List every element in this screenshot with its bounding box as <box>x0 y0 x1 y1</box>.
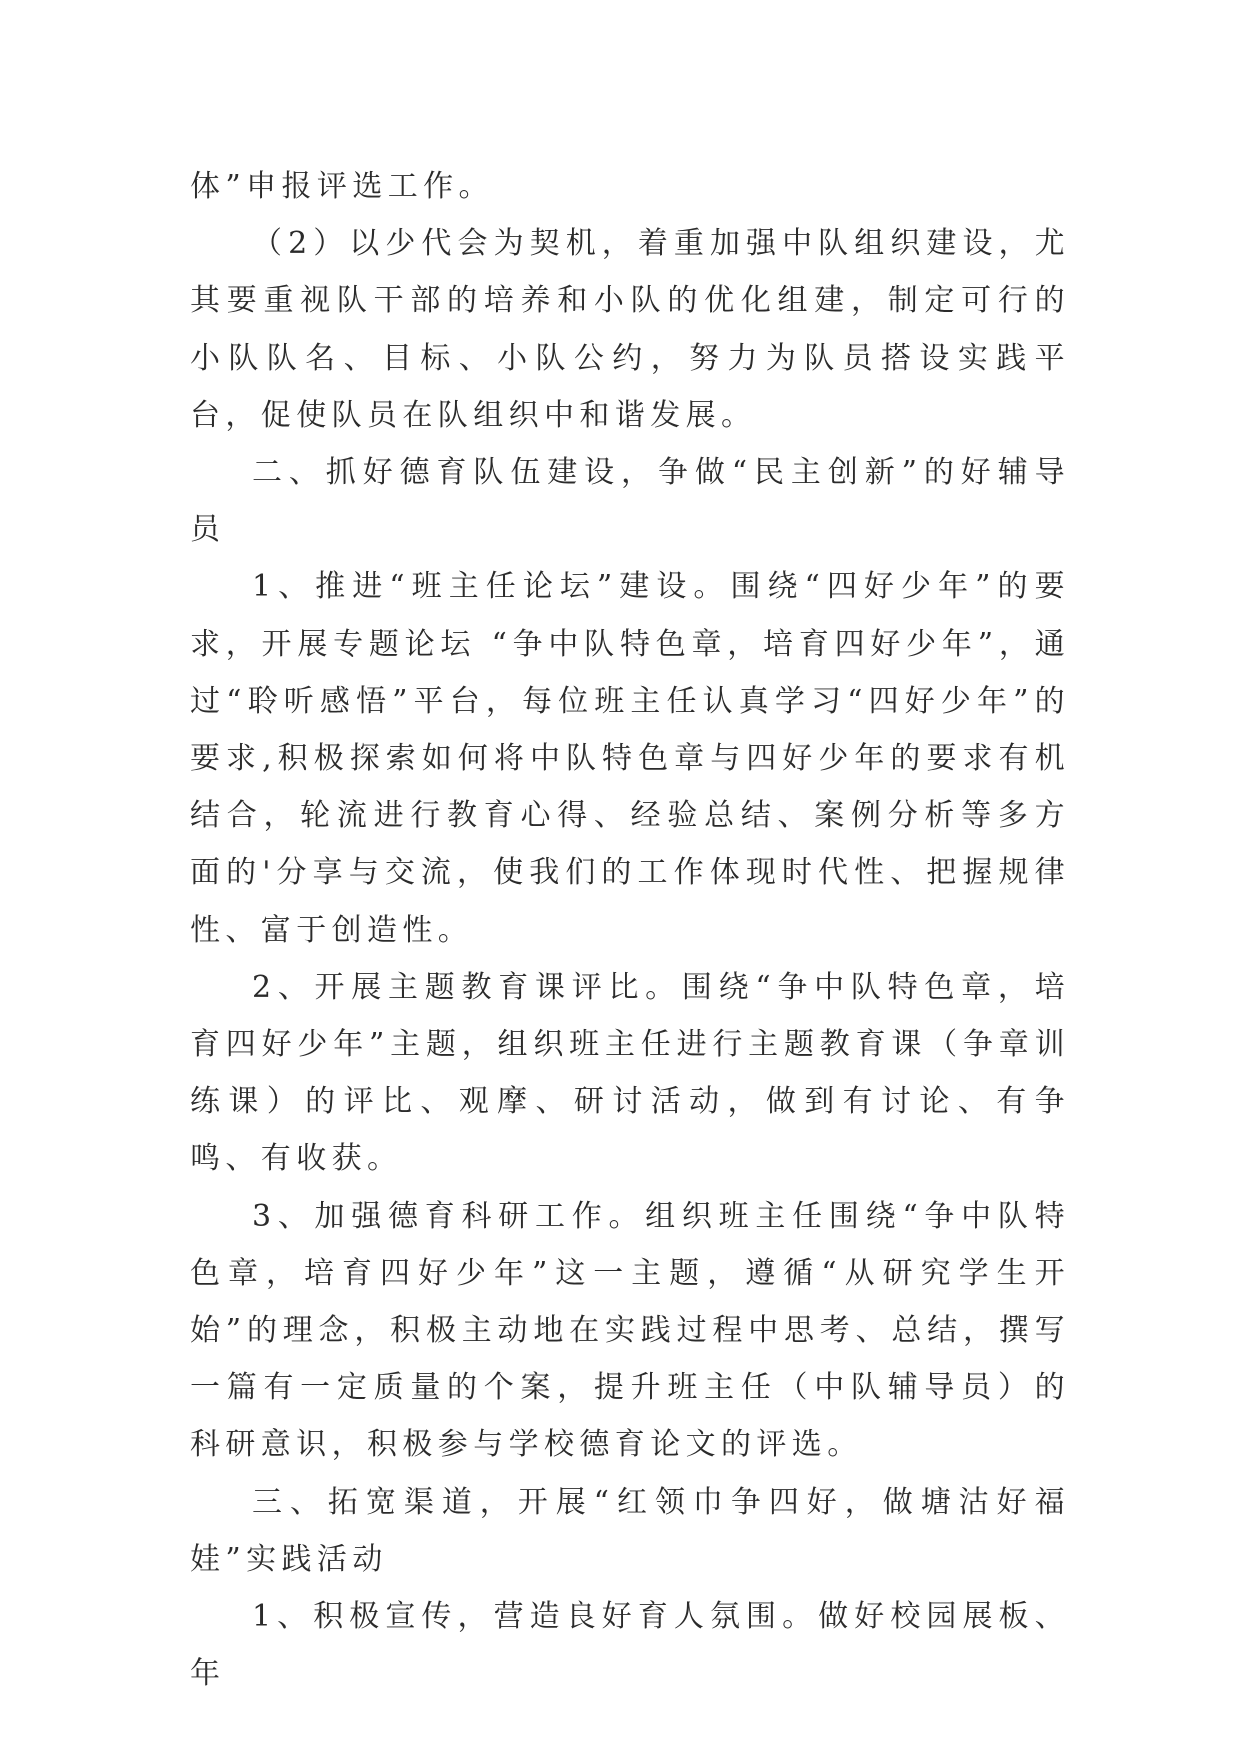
paragraph-zhutijiaoyu: 2、开展主题教育课评比。围绕“争中队特色章，培育四好少年”主题，组织班主任进行主题教育课（争章训练课）的评比、观摩、研讨活动，做到有讨论、有争鸣、有收获。 <box>190 969 1070 1177</box>
section-heading-3: 三、拓宽渠道，开展“红领巾争四好，做塘沽好福娃”实践活动 <box>190 1484 1070 1577</box>
paragraph-xuanchuan: 1、积极宣传，营造良好育人氛围。做好校园展板、年 <box>190 1599 1070 1692</box>
paragraph-luntan: 1、推进“班主任论坛”建设。围绕“四好少年”的要求，开展专题论坛 “争中队特色章，培育四好少年”，通过“聆听感悟”平台，每位班主任认真学习“四好少年”的要求,积极探索如何将中队特色章与四好少年的要求有机结合，轮流进行教育心得、经验总结、案例分析等多方面的'分享与交流，使我们的工作体现时代性、把握规律性、富于创造性。 <box>190 569 1070 948</box>
paragraph-continuation: 体”申报评选工作。 <box>190 169 494 204</box>
document-body <box>190 158 1070 1702</box>
paragraph-keyan: 3、加强德育科研工作。组织班主任围绕“争中队特色章，培育四好少年”这一主题，遵循“从研究学生开始”的理念，积极主动地在实践过程中思考、总结，撰写一篇有一定质量的个案，提升班主任（中队辅导员）的科研意识，积极参与学校德育论文的评选。 <box>190 1198 1070 1463</box>
paragraph-shaodaihui: （2）以少代会为契机，着重加强中队组织建设，尤其要重视队干部的培养和小队的优化组建，制定可行的小队队名、目标、小队公约，努力为队员搭设实践平台，促使队员在队组织中和谐发展。 <box>190 226 1070 433</box>
section-heading-2: 二、抓好德育队伍建设，争做“民主创新”的好辅导员 <box>190 455 1070 548</box>
